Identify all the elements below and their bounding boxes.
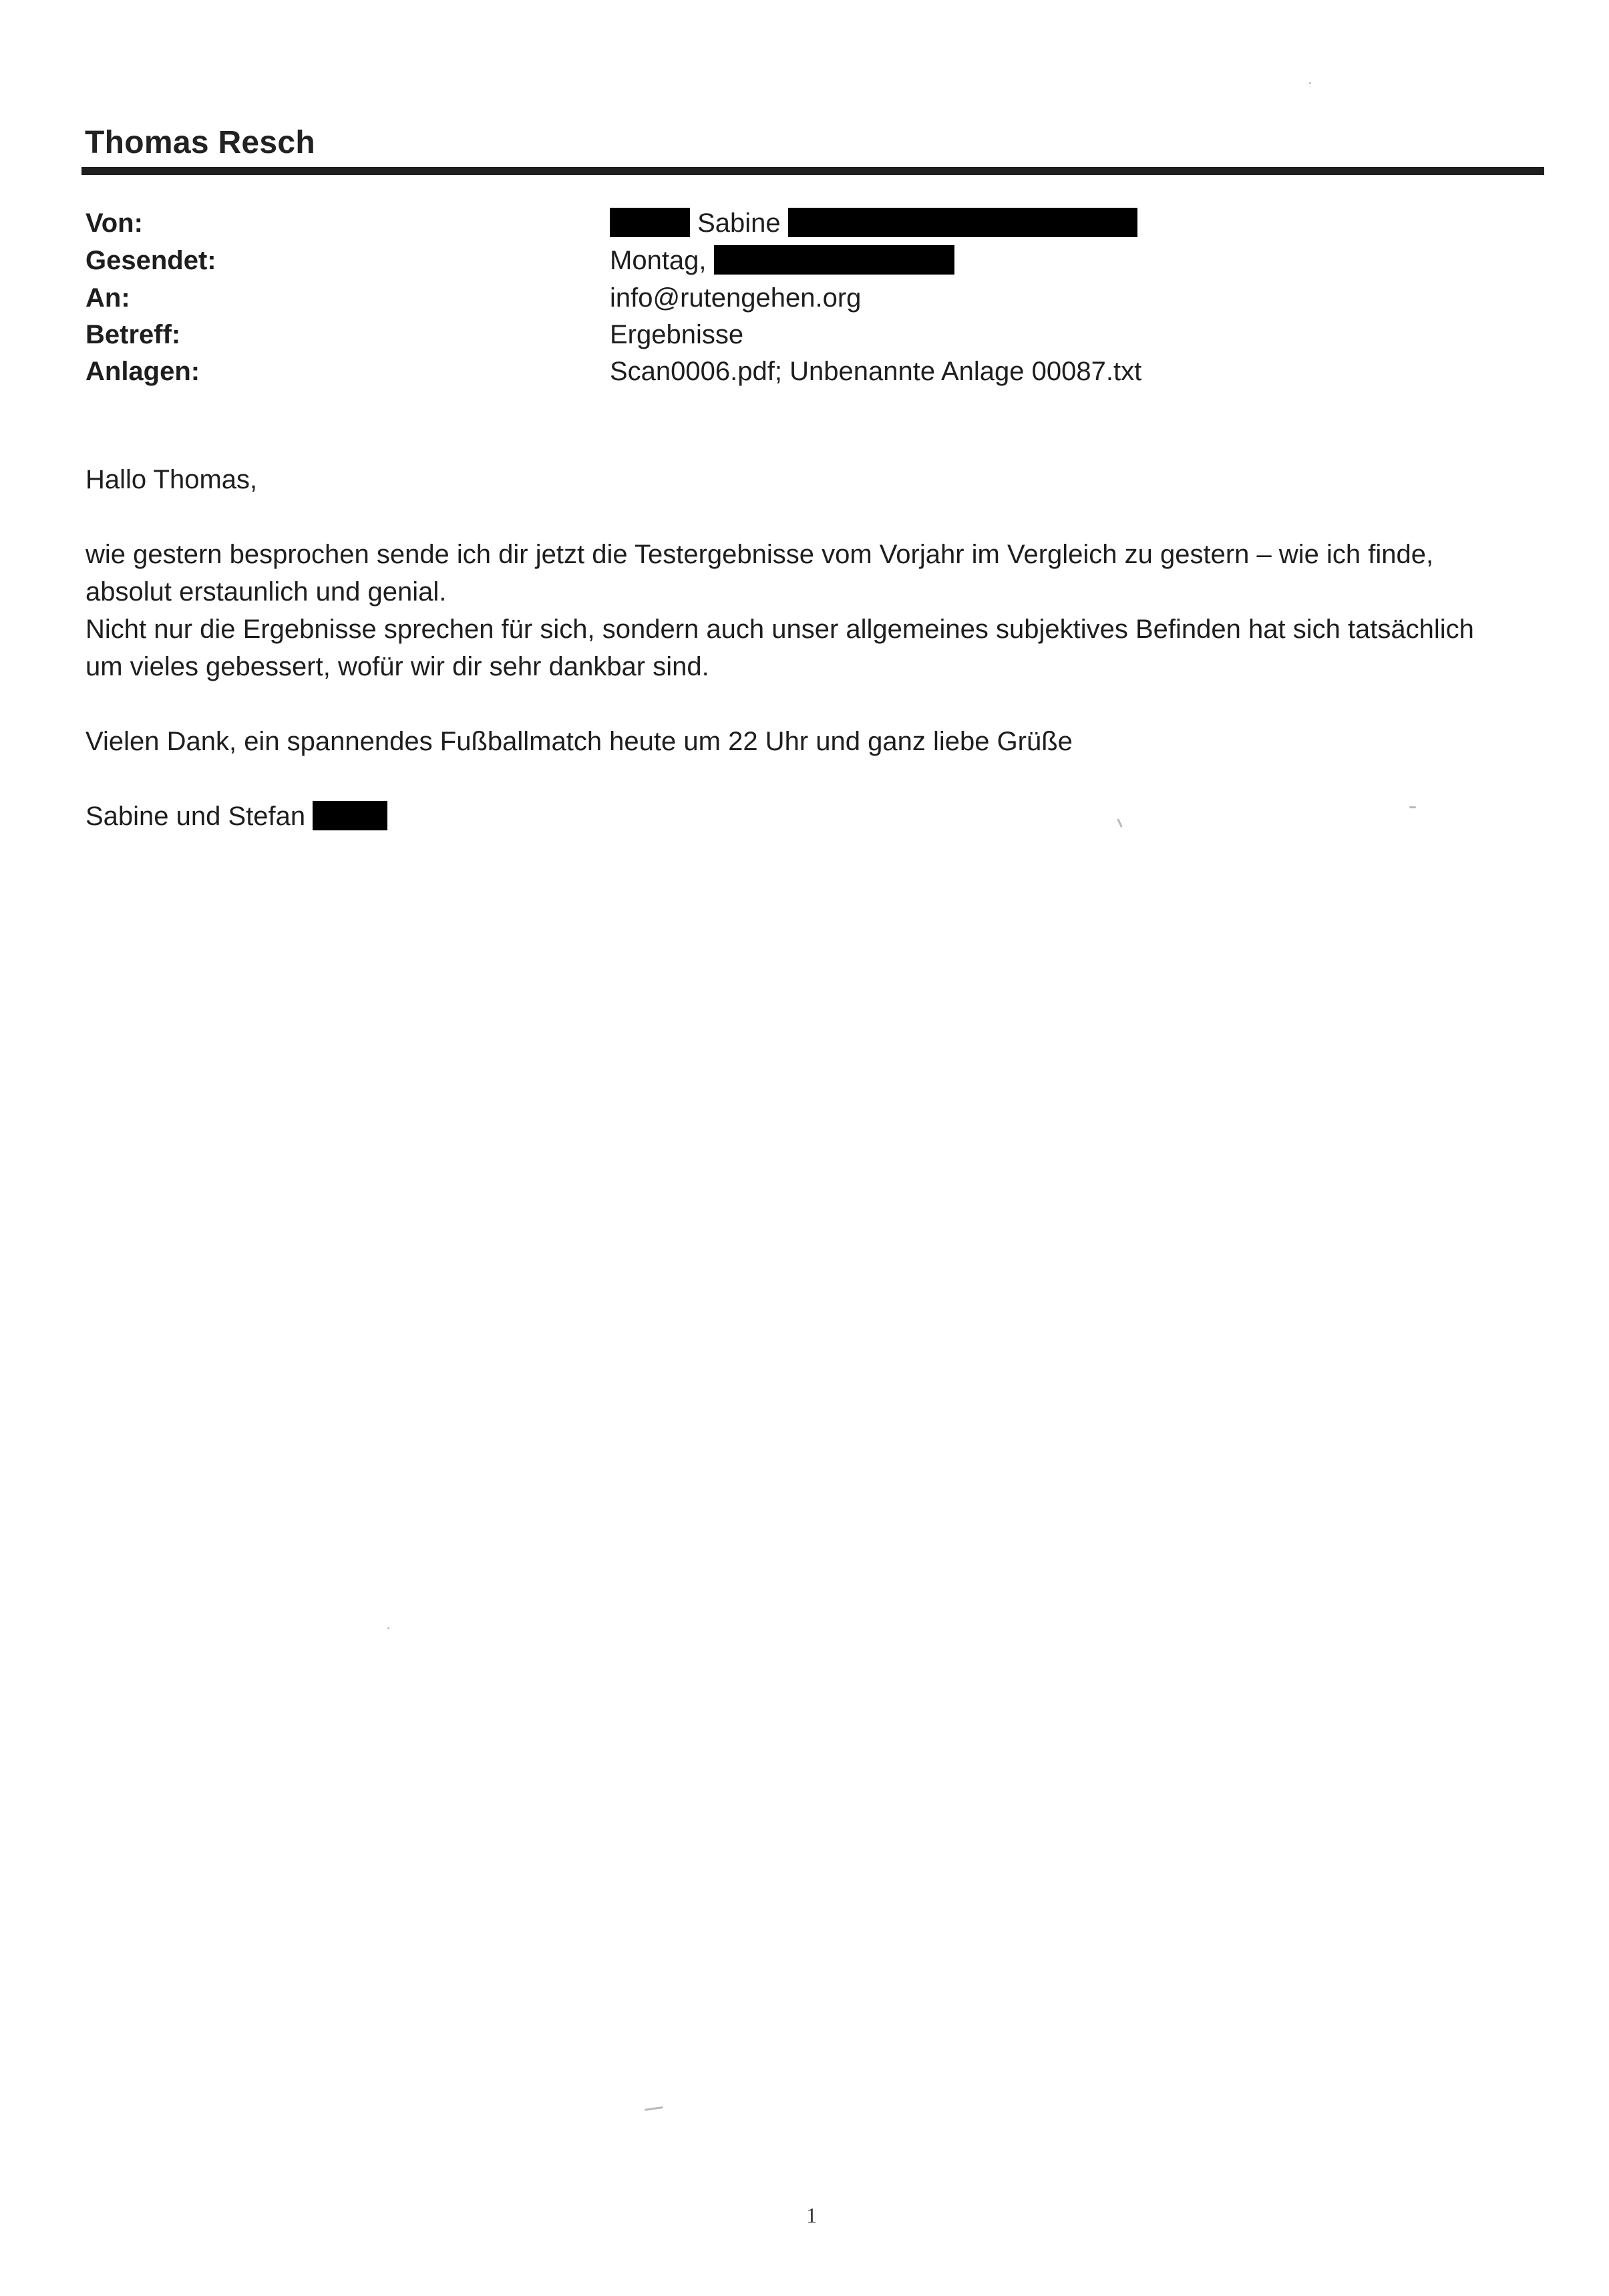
email-body-line: Nicht nur die Ergebnisse sprechen für sich, sondern auch unser allgemeines subjektives Befinden hat sich tatsächlich [85,615,1474,644]
to-label: An: [85,283,130,313]
email-body-line: um vieles gebessert, wofür wir dir sehr dankbar sind. [85,652,709,681]
email-body-line: wie gestern besprochen sende ich dir jetzt die Testergebnisse vom Vorjahr im Vergleich zu gestern – wie ich finde, [85,540,1434,569]
email-greeting: Hallo Thomas, [85,465,258,494]
email-signature [85,798,387,835]
redaction-block [714,245,954,275]
header-row-attachments [0,353,1609,390]
mailbox-owner-name: Thomas Resch [85,125,316,160]
from-label: Von: [85,208,143,238]
page-number: 1 [806,2203,817,2227]
scan-speck [387,1627,389,1629]
email-body-line: absolut erstaunlich und genial. [85,577,447,607]
sent-weekday: Montag, [610,246,707,275]
scan-speck [1409,806,1416,808]
header-row-sent [0,242,1609,279]
scan-speck [1117,818,1123,828]
from-value [610,204,1137,242]
redaction-block [788,208,1137,237]
scan-speck [1309,82,1311,84]
header-row-subject [0,316,1609,353]
email-closing: Vielen Dank, ein spannendes Fußballmatch heute um 22 Uhr und ganz liebe Grüße [85,727,1073,756]
from-name: Sabine [697,208,781,238]
redaction-block [610,208,690,237]
attachments-value: Scan0006.pdf; Unbenannte Anlage 00087.txt [610,357,1142,386]
header-row-to [0,279,1609,317]
header-divider [81,167,1544,175]
subject-label: Betreff: [85,320,181,349]
scan-speck [645,2106,663,2111]
to-value: info@rutengehen.org [610,283,862,313]
signature-names: Sabine und Stefan [85,802,306,831]
subject-value: Ergebnisse [610,320,744,349]
redaction-block [313,801,387,830]
sent-label: Gesendet: [85,246,216,275]
attachments-label: Anlagen: [85,357,200,386]
header-row-from [0,204,1609,242]
sent-value [610,242,954,279]
